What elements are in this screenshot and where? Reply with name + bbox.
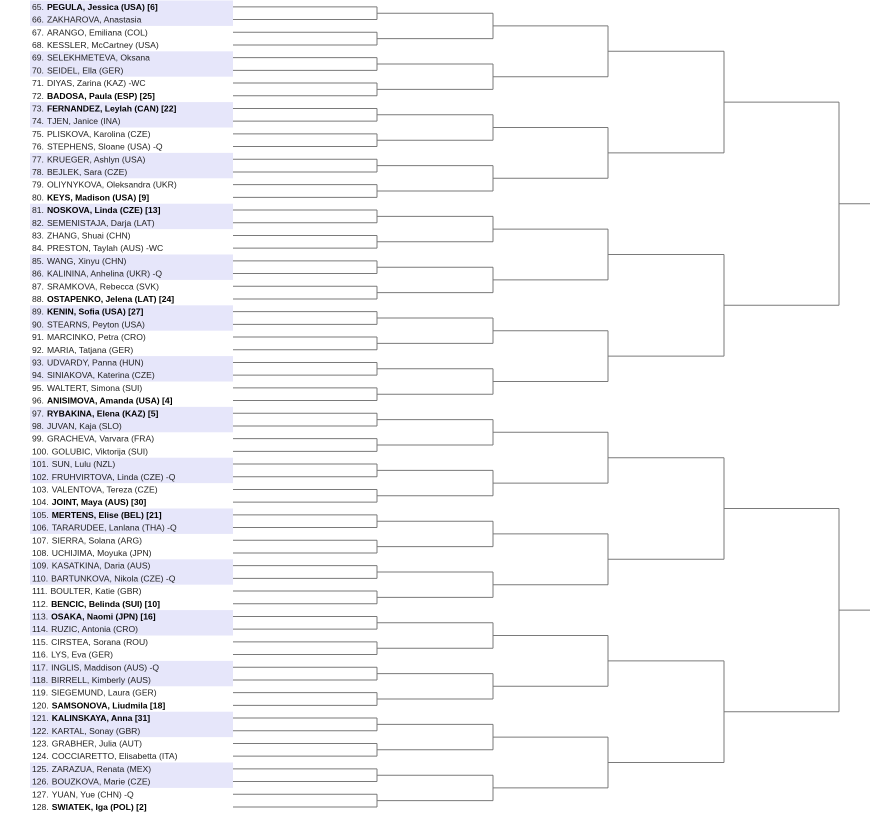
player-row (32, 700, 165, 710)
player-entry (32, 497, 146, 507)
draw-number: 97. (32, 408, 44, 419)
player-entry (32, 370, 155, 380)
player-name: ANISIMOVA, Amanda (USA) [4] (46, 395, 173, 406)
draw-number: 110. (32, 573, 49, 584)
draw-number: 119. (32, 687, 49, 698)
draw-number: 85. (32, 255, 44, 266)
draw-number: 86. (32, 268, 44, 279)
player-name: PRESTON, Taylah (AUS) -WC (46, 243, 164, 254)
player-row (32, 332, 146, 342)
player-name: SEMENISTAJA, Darja (LAT) (46, 217, 155, 228)
player-name: RUZIC, Antonia (CRO) (51, 624, 139, 635)
player-entry (32, 408, 158, 418)
player-name: SIEGEMUND, Laura (GER) (51, 687, 157, 698)
player-name: OSTAPENKO, Jelena (LAT) [24] (46, 294, 175, 304)
player-entry (32, 256, 127, 266)
player-entry (32, 624, 138, 634)
draw-number: 75. (32, 128, 44, 139)
player-name: TARARUDEE, Lanlana (THA) -Q (51, 522, 177, 533)
player-entry (32, 345, 133, 355)
player-entry (32, 726, 140, 736)
player-entry (32, 459, 115, 469)
player-row (32, 319, 145, 329)
draw-number: 113. (32, 611, 49, 622)
player-entry (32, 307, 144, 317)
player-row (32, 612, 156, 622)
draw-number: 73. (32, 103, 44, 114)
player-row (32, 142, 163, 152)
draw-number: 74. (32, 116, 44, 127)
player-name: BENCIC, Belinda (SUI) [10] (51, 598, 160, 609)
player-entry (32, 637, 148, 647)
player-name: KESSLER, McCartney (USA) (46, 40, 159, 50)
player-row (32, 205, 161, 215)
draw-number: 112. (32, 598, 49, 609)
player-entry (32, 180, 177, 190)
draw-number: 82. (32, 217, 44, 228)
player-name: SINIAKOVA, Katerina (CZE) (46, 370, 155, 381)
draw-number: 106. (32, 522, 49, 533)
player-name: FRUHVIRTOVA, Linda (CZE) -Q (51, 471, 176, 482)
player-row (32, 2, 158, 12)
player-entry (32, 78, 146, 88)
player-name: COCCIARETTO, Elisabetta (ITA) (51, 751, 178, 762)
draw-number: 88. (32, 294, 44, 304)
draw-number: 66. (32, 14, 44, 25)
draw-number: 107. (32, 535, 49, 546)
player-row (32, 154, 145, 164)
draw-number: 123. (32, 738, 49, 749)
draw-number: 68. (32, 40, 44, 50)
draw-number: 128. (32, 802, 49, 812)
player-row (32, 192, 149, 202)
player-entry (32, 739, 142, 749)
player-row (32, 446, 148, 456)
player-row (32, 688, 157, 698)
player-row (32, 802, 147, 812)
player-entry (32, 358, 144, 368)
player-entry (32, 27, 148, 37)
player-entry (32, 700, 165, 710)
player-row (32, 370, 155, 380)
player-row (32, 662, 159, 672)
player-name: BEJLEK, Sara (CZE) (46, 167, 128, 177)
player-row (32, 586, 142, 596)
player-entry (32, 523, 177, 533)
player-name: JUVAN, Kaja (SLO) (46, 421, 122, 431)
player-name: LYS, Eva (GER) (51, 649, 114, 660)
player-row (32, 485, 158, 495)
player-name: OLIYNYKOVA, Oleksandra (UKR) (46, 179, 177, 190)
player-name: WALTERT, Simona (SUI) (46, 382, 143, 393)
player-name: UCHIJIMA, Moyuka (JPN) (51, 548, 152, 558)
player-name: GRACHEVA, Varvara (FRA) (46, 433, 155, 444)
player-entry (32, 446, 148, 456)
player-entry (32, 218, 155, 228)
draw-number: 93. (32, 357, 44, 368)
draw-number: 115. (32, 636, 49, 647)
player-entry (32, 104, 176, 114)
player-entry (32, 789, 134, 799)
player-name: BOULTER, Katie (GBR) (50, 586, 142, 597)
player-entry (32, 40, 159, 50)
player-row (32, 269, 162, 279)
player-row (32, 650, 113, 660)
player-entry (32, 91, 155, 101)
player-row (32, 497, 146, 507)
player-row (32, 434, 154, 444)
draw-number: 67. (32, 27, 44, 38)
draw-number: 127. (32, 789, 49, 800)
player-entry (32, 53, 150, 63)
player-entry (32, 535, 142, 545)
player-name: FERNANDEZ, Leylah (CAN) [22] (46, 103, 177, 114)
player-name: KEYS, Madison (USA) [9] (46, 192, 150, 203)
draw-number: 91. (32, 332, 44, 343)
player-name: WANG, Xinyu (CHN) (46, 255, 127, 266)
player-entry (32, 142, 163, 152)
player-row (32, 599, 160, 609)
player-row (32, 358, 144, 368)
player-name: RYBAKINA, Elena (KAZ) [5] (46, 408, 159, 419)
player-entry (32, 434, 154, 444)
player-name: TJEN, Janice (INA) (46, 116, 121, 127)
draw-number: 69. (32, 52, 44, 63)
player-row (32, 459, 115, 469)
player-name: PEGULA, Jessica (USA) [6] (46, 1, 158, 12)
player-name: ZARAZUA, Renata (MEX) (51, 763, 152, 774)
player-name: OSAKA, Naomi (JPN) [16] (51, 611, 156, 622)
draw-number: 125. (32, 763, 49, 774)
player-row (32, 129, 151, 139)
player-entry (32, 548, 152, 558)
player-row (32, 751, 178, 761)
player-name: BOUZKOVA, Marie (CZE) (51, 776, 151, 787)
player-row (32, 726, 140, 736)
player-name: GOLUBIC, Viktorija (SUI) (51, 446, 149, 457)
draw-number: 80. (32, 192, 44, 203)
player-name: KRUEGER, Ashlyn (USA) (46, 154, 146, 165)
player-entry (32, 154, 145, 164)
player-entry (32, 688, 157, 698)
draw-number: 83. (32, 230, 44, 241)
player-row (32, 523, 177, 533)
player-entry (32, 650, 113, 660)
player-entry (32, 231, 131, 241)
player-name: SEIDEL, Ella (GER) (46, 65, 124, 76)
player-name: SIERRA, Solana (ARG) (51, 535, 142, 546)
draw-number: 78. (32, 167, 44, 177)
draw-number: 101. (32, 459, 49, 470)
player-name: ARANGO, Emiliana (COL) (46, 27, 148, 38)
player-name: ZHANG, Shuai (CHN) (46, 230, 131, 241)
player-entry (32, 332, 146, 342)
player-row (32, 307, 144, 317)
player-name: BADOSA, Paula (ESP) [25] (46, 90, 155, 101)
player-entry (32, 612, 156, 622)
player-row (32, 180, 177, 190)
draw-number: 65. (32, 1, 44, 12)
player-row (32, 396, 173, 406)
draw-number: 98. (32, 421, 44, 431)
player-row (32, 15, 142, 25)
draw-number: 116. (32, 649, 49, 660)
draw-number: 121. (32, 713, 49, 724)
player-entry (32, 269, 162, 279)
player-name: SELEKHMETEVA, Oksana (46, 52, 150, 63)
player-name: KARTAL, Sonay (GBR) (51, 725, 141, 736)
player-row (32, 510, 162, 520)
draw-number: 114. (32, 624, 49, 635)
player-row (32, 637, 148, 647)
bracket-lines (233, 7, 870, 807)
draw-number: 104. (32, 497, 49, 508)
player-name: YUAN, Yue (CHN) -Q (51, 789, 134, 800)
player-name: NOSKOVA, Linda (CZE) [13] (46, 205, 161, 216)
player-name: VALENTOVA, Tereza (CZE) (51, 484, 158, 495)
draw-number: 70. (32, 65, 44, 76)
player-name: SUN, Lulu (NZL) (51, 459, 116, 470)
draw-number: 124. (32, 751, 49, 762)
player-row (32, 294, 174, 304)
draw-number: 111. (32, 586, 48, 597)
player-name: JOINT, Maya (AUS) [30] (51, 497, 147, 508)
player-entry (32, 319, 145, 329)
draw-number: 108. (32, 548, 49, 558)
draw-number: 102. (32, 471, 49, 482)
player-name: GRABHER, Julia (AUT) (51, 738, 142, 749)
player-row (32, 104, 176, 114)
draw-number: 126. (32, 776, 49, 787)
player-entry (32, 294, 174, 304)
player-row (32, 408, 158, 418)
player-row (32, 91, 155, 101)
player-name: KALINSKAYA, Anna [31] (51, 713, 151, 724)
player-entry (32, 15, 142, 25)
player-entry (32, 383, 142, 393)
player-row (32, 281, 159, 291)
draw-number: 99. (32, 433, 44, 444)
draw-number: 77. (32, 154, 44, 165)
player-name: STEPHENS, Sloane (USA) -Q (46, 141, 163, 152)
player-row (32, 167, 127, 177)
player-entry (32, 396, 173, 406)
player-name: UDVARDY, Panna (HUN) (46, 357, 144, 368)
player-name: INGLIS, Maddison (AUS) -Q (51, 662, 160, 673)
player-name: KALININA, Anhelina (UKR) -Q (46, 268, 163, 279)
draw-number: 87. (32, 281, 44, 292)
player-name: SAMSONOVA, Liudmila [18] (51, 700, 166, 711)
player-name: SWIATEK, Iga (POL) [2] (51, 802, 147, 812)
player-row (32, 40, 159, 50)
player-name: PLISKOVA, Karolina (CZE) (46, 128, 151, 139)
player-name: CIRSTEA, Sorana (ROU) (51, 636, 149, 647)
draw-number: 103. (32, 484, 49, 495)
draw-number: 100. (32, 446, 49, 457)
draw-number: 71. (32, 78, 44, 89)
player-entry (32, 281, 159, 291)
player-entry (32, 662, 159, 672)
player-entry (32, 586, 142, 596)
draw-number: 95. (32, 382, 44, 393)
player-name: STEARNS, Peyton (USA) (46, 319, 145, 330)
draw-number: 92. (32, 344, 44, 355)
player-name: SRAMKOVA, Rebecca (SVK) (46, 281, 160, 292)
draw-number: 76. (32, 141, 44, 152)
player-entry (32, 573, 176, 583)
draw-number: 81. (32, 205, 44, 216)
player-row (32, 739, 142, 749)
draw-number: 79. (32, 179, 44, 190)
draw-number: 122. (32, 725, 49, 736)
player-name: DIYAS, Zarina (KAZ) -WC (46, 78, 146, 89)
player-entry (32, 2, 158, 12)
player-entry (32, 751, 178, 761)
player-entry (32, 472, 176, 482)
player-entry (32, 205, 161, 215)
draw-number: 109. (32, 560, 49, 571)
player-row (32, 27, 148, 37)
player-row (32, 548, 152, 558)
player-entry (32, 192, 149, 202)
player-row (32, 383, 142, 393)
player-entry (32, 167, 127, 177)
player-name: MERTENS, Elise (BEL) [21] (51, 509, 162, 520)
player-name: MARCINKO, Petra (CRO) (46, 332, 146, 343)
player-row (32, 243, 163, 253)
player-row (32, 345, 133, 355)
draw-number: 96. (32, 395, 44, 406)
player-name: BARTUNKOVA, Nikola (CZE) -Q (51, 573, 176, 584)
draw-number: 120. (32, 700, 49, 711)
player-row (32, 256, 127, 266)
draw-number: 94. (32, 370, 44, 381)
player-row (32, 231, 131, 241)
player-row (32, 624, 138, 634)
player-name: KENIN, Sofia (USA) [27] (46, 306, 144, 317)
player-entry (32, 510, 162, 520)
player-name: BIRRELL, Kimberly (AUS) (51, 675, 151, 685)
draw-number: 89. (32, 306, 44, 317)
draw-number: 90. (32, 319, 44, 330)
player-entry (32, 802, 147, 812)
player-row (32, 218, 155, 228)
player-entry (32, 129, 151, 139)
player-row (32, 789, 134, 799)
player-row (32, 53, 150, 63)
draw-number: 117. (32, 662, 49, 673)
player-name: MARIA, Tatjana (GER) (46, 344, 134, 355)
player-row (32, 78, 146, 88)
player-row (32, 573, 176, 583)
draw-number: 84. (32, 243, 44, 254)
draw-number: 72. (32, 90, 44, 101)
player-name: KASATKINA, Daria (AUS) (51, 560, 151, 571)
draw-number: 105. (32, 509, 49, 520)
draw-number: 118. (32, 675, 49, 685)
player-entry (32, 485, 158, 495)
player-row (32, 472, 176, 482)
player-row (32, 535, 142, 545)
player-name: ZAKHAROVA, Anastasia (46, 14, 142, 25)
player-entry (32, 243, 163, 253)
player-entry (32, 599, 160, 609)
